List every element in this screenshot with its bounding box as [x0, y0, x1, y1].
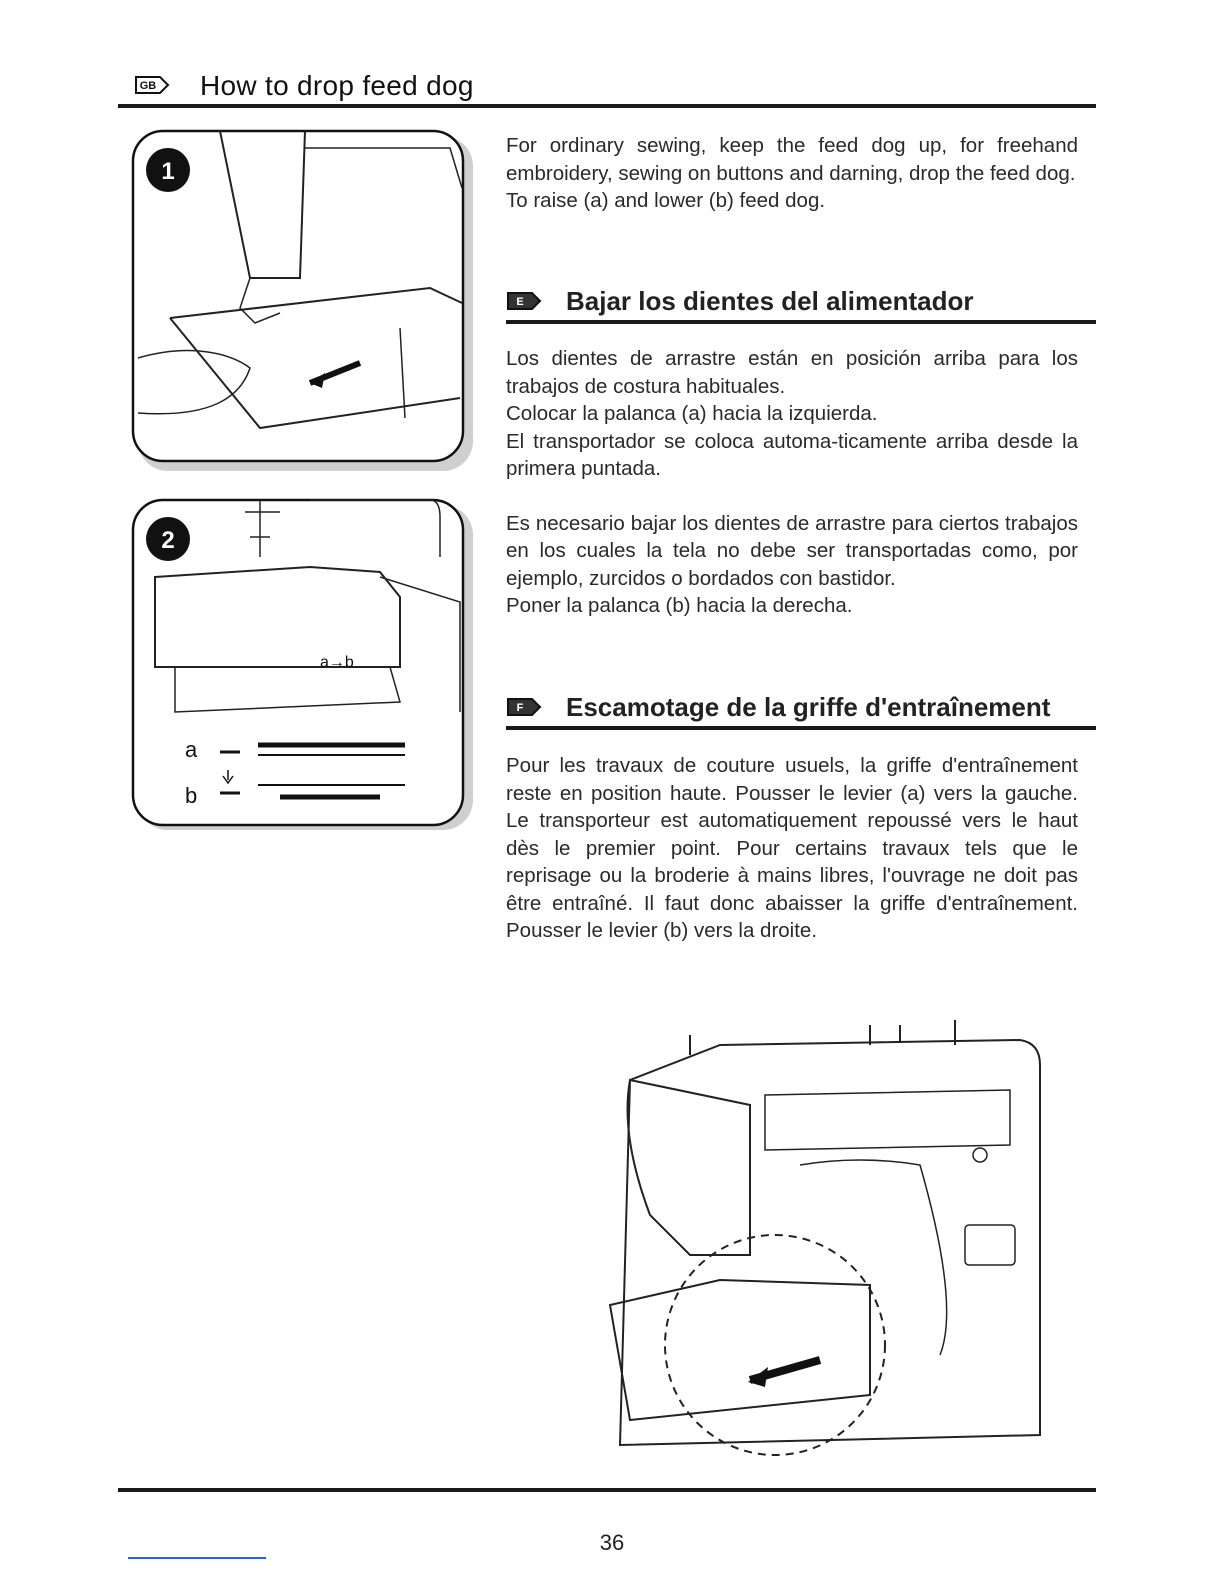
- footer-rule: [118, 1488, 1096, 1492]
- english-paragraph-1: For ordinary sewing, keep the feed dog up, for freehand embroidery, sewing on buttons and darning, drop the feed dog.: [506, 134, 1078, 185]
- position-b-label: b: [185, 783, 198, 808]
- sewing-machine-figure: [600, 1015, 1070, 1480]
- spanish-paragraph-1: Los dientes de arrastre están en posición arriba para los trabajos de costura habituales.: [506, 347, 1078, 398]
- spanish-instructions: [506, 345, 1078, 620]
- french-title: Escamotage de la griffe d'entraînement: [566, 692, 1051, 722]
- french-section-heading: [506, 690, 1096, 730]
- french-instructions: [506, 752, 1078, 945]
- f-language-badge-icon: [506, 696, 542, 718]
- page-header: [118, 66, 1096, 108]
- e-language-badge-icon: [506, 290, 542, 312]
- french-paragraph-1: Pour les travaux de couture usuels, la griffe d'entraînement reste en position haute. Pousser le levier (a) vers la gauche. Le transporteur est automatiquement repoussé vers le haut dès le premier point. Pour certains travaux tels que le reprisage ou la broderie à mains libres, l'ouvrage ne doit pas être entraîné. Il faut donc abaisser la griffe d'entraînement. Pousser le levier (b) vers la droite.: [506, 754, 1078, 942]
- figure-step-1: [130, 128, 475, 473]
- sewing-machine-illustration: [600, 1015, 1070, 1480]
- spanish-paragraph-2: Colocar la palanca (a) hacia la izquierda.: [506, 402, 878, 425]
- spanish-paragraph-5: Poner la palanca (b) hacia la derecha.: [506, 594, 853, 617]
- step-2-number: 2: [161, 527, 175, 554]
- spanish-paragraph-3: El transportador se coloca automa-ticamente arriba desde la primera puntada.: [506, 429, 1078, 480]
- figure-step-2: [130, 497, 475, 832]
- position-a-label: a: [185, 737, 198, 762]
- french-heading-rule: [506, 726, 1096, 730]
- gb-language-badge-icon: [134, 74, 170, 96]
- page-title: How to drop feed dog: [200, 70, 474, 101]
- step-1-number: 1: [161, 158, 175, 185]
- step-2-illustration: [130, 497, 475, 832]
- spanish-paragraph-4: Es necesario bajar los dientes de arrastre para ciertos trabajos en los cuales la tela no debe ser transportadas como, por ejemplo, zurcidos o bordados con bastidor.: [506, 511, 1078, 590]
- corner-accent-line: [128, 1557, 266, 1559]
- svg-text:GB: GB: [139, 80, 157, 92]
- header-rule: [118, 104, 1096, 108]
- step-1-illustration: [130, 128, 475, 473]
- svg-text:F: F: [516, 702, 524, 714]
- lever-direction-label: a→b: [320, 654, 354, 671]
- svg-text:E: E: [516, 296, 524, 308]
- english-instructions: [506, 132, 1078, 215]
- spanish-title: Bajar los dientes del alimentador: [566, 286, 974, 316]
- spanish-heading-rule: [506, 320, 1096, 324]
- page-number: 36: [599, 1530, 625, 1555]
- english-paragraph-2: To raise (a) and lower (b) feed dog.: [506, 189, 826, 212]
- spanish-section-heading: [506, 284, 1096, 324]
